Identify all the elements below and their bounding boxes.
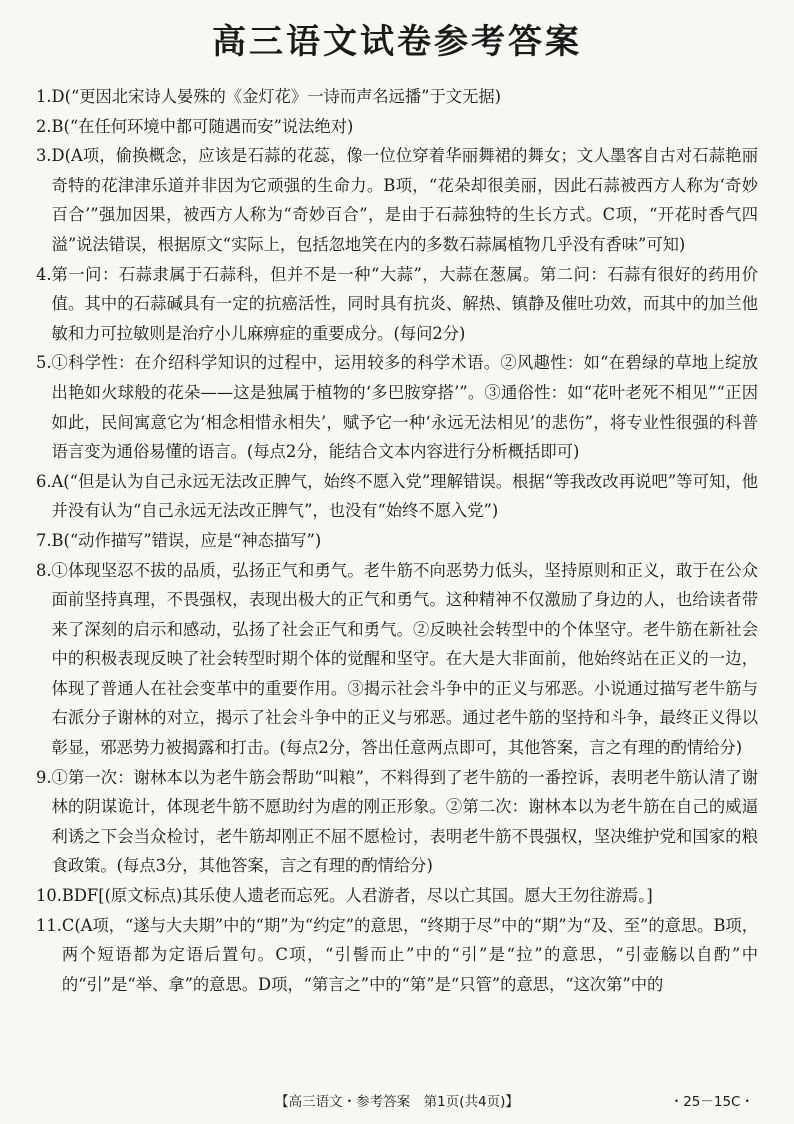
answer-number: 7. [36,530,52,550]
answer-item [36,911,758,1000]
answer-number: 8. [36,560,52,580]
answer-item [36,467,758,526]
answer-number: 4. [36,264,52,284]
answer-text: ①体现坚忍不拔的品质，弘扬正气和勇气。老牛筋不向恶势力低头，坚持原则和正义，敢于在公众面前坚持真理，不畏强权，表现出极大的正气和勇气。这种精神不仅激励了身边的人，也给读者带来了深刻的启示和感动，弘扬了社会正气和勇气。②反映社会转型中的个体坚守。老牛筋在新社会中的积极表现反映了社会转型时期个体的觉醒和坚守。在大是大非面前，他始终站在正义的一边，体现了普通人在社会变革中的重要作用。③揭示社会斗争中的正义与邪恶。小说通过描写老牛筋与右派分子谢林的对立，揭示了社会斗争中的正义与邪恶。通过老牛筋的坚持和斗争，最终正义得以彰显，邪恶势力被揭露和打击。(每点2分，答出任意两点即可，其他答案，言之有理的酌情给分) [51,560,758,758]
answer-number: 3. [36,146,52,166]
answer-number: 10. [36,886,62,906]
answer-list [36,82,758,999]
answer-text: ①科学性：在介绍科学知识的过程中，运用较多的科学术语。②风趣性：如“在碧绿的草地上绽放出艳如火球般的花朵——这是独属于植物的‘多巴胺穿搭’”。③通俗性：如“花叶老死不相见”“正因如此，民间寓意它为‘相念相惜永相失’，赋予它一种‘永远无法相见’的悲伤”，将专业性很强的科普语言变为通俗易懂的语言。(每点2分，能结合文本内容进行分析概括即可) [51,353,758,462]
page-title: 高三语文试卷参考答案 [212,22,582,62]
answer-item [36,881,758,911]
answer-item [36,112,758,142]
answer-text: C(A项，“遂与大夫期”中的“期”为“约定”的意思，“终期于尽”中的“期”为“及、至”的意思。B项，两个短语都为定语后置句。C项，“引髻而止”中的“引”是“拉”的意思，“引壶觞以自酌”中的“引”是“举、拿”的意思。D项，“第言之”中的“第”是“只管”的意思，“这次第”中的 [61,915,758,994]
answer-number: 6. [36,471,52,491]
answer-number: 1. [36,87,52,106]
answer-item [36,82,758,112]
answer-item [36,556,758,763]
answer-text: A(“但是认为自己永远无法改正脾气，始终不愿入党”理解错误。根据“等我改改再说吧”等可知，他并没有认为“自己永远无法改正脾气”，也没有“始终不愿入党”) [51,471,758,521]
answer-item [36,763,758,881]
footer-page-info: 【高三语文・参考答案 第1页(共4页)】 [275,1094,519,1110]
answer-text: B(“在任何环境中都可随遇而安”说法绝对) [51,116,354,136]
answer-number: 5. [36,353,52,373]
footer-code: ・25－15C・ [669,1094,754,1110]
answer-text: B(“动作描写”错误，应是“神态描写”) [51,530,322,550]
answer-text: D(“更因北宋诗人晏殊的《金灯花》一诗而声名远播”于文无据) [51,87,501,106]
answer-number: 2. [36,116,52,136]
answer-text: BDF[(原文标点)其乐使人遗老而忘死。人君游者，尽以亡其国。愿大王勿往游焉。] [61,886,653,906]
answer-item [36,260,758,349]
answer-text: ①第一次：谢林本以为老牛筋会帮助“叫粮”，不料得到了老牛筋的一番控诉，表明老牛筋认清了谢林的阴谋诡计，体现老牛筋不愿助纣为虐的刚正形象。②第二次：谢林本以为老牛筋在自己的威逼利诱之下会当众检讨，老牛筋却刚正不屈不愿检讨，表明老牛筋不畏强权，坚决维护党和国家的粮食政策。(每点3分，其他答案，言之有理的酌情给分) [51,767,758,876]
answer-text: D(A项，偷换概念，应该是石蒜的花蕊，像一位位穿着华丽舞裙的舞女；文人墨客自古对石蒜艳丽奇特的花津津乐道并非因为它顽强的生命力。B项，“花朵却很美丽，因此石蒜被西方人称为‘奇妙百合’”强加因果，被西方人称为“奇妙百合”，是由于石蒜独特的生长方式。C项，“开花时香气四溢”说法错误，根据原文“实际上，包括忽地笑在内的多数石蒜属植物几乎没有香味”可知) [51,146,758,254]
answer-item [36,526,758,556]
answer-number: 11. [36,915,62,935]
answer-item [36,141,758,259]
answer-text: 第一问：石蒜隶属于石蒜科，但并不是一种“大蒜”，大蒜在葱属。第二问：石蒜有很好的药用价值。其中的石蒜碱具有一定的抗癌活性，同时具有抗炎、解热、镇静及催吐功效，而其中的加兰他敏和力可拉敏则是治疗小儿麻痹症的重要成分。(每问2分) [51,264,758,343]
answer-number: 9. [36,767,52,787]
answer-item [36,348,758,466]
